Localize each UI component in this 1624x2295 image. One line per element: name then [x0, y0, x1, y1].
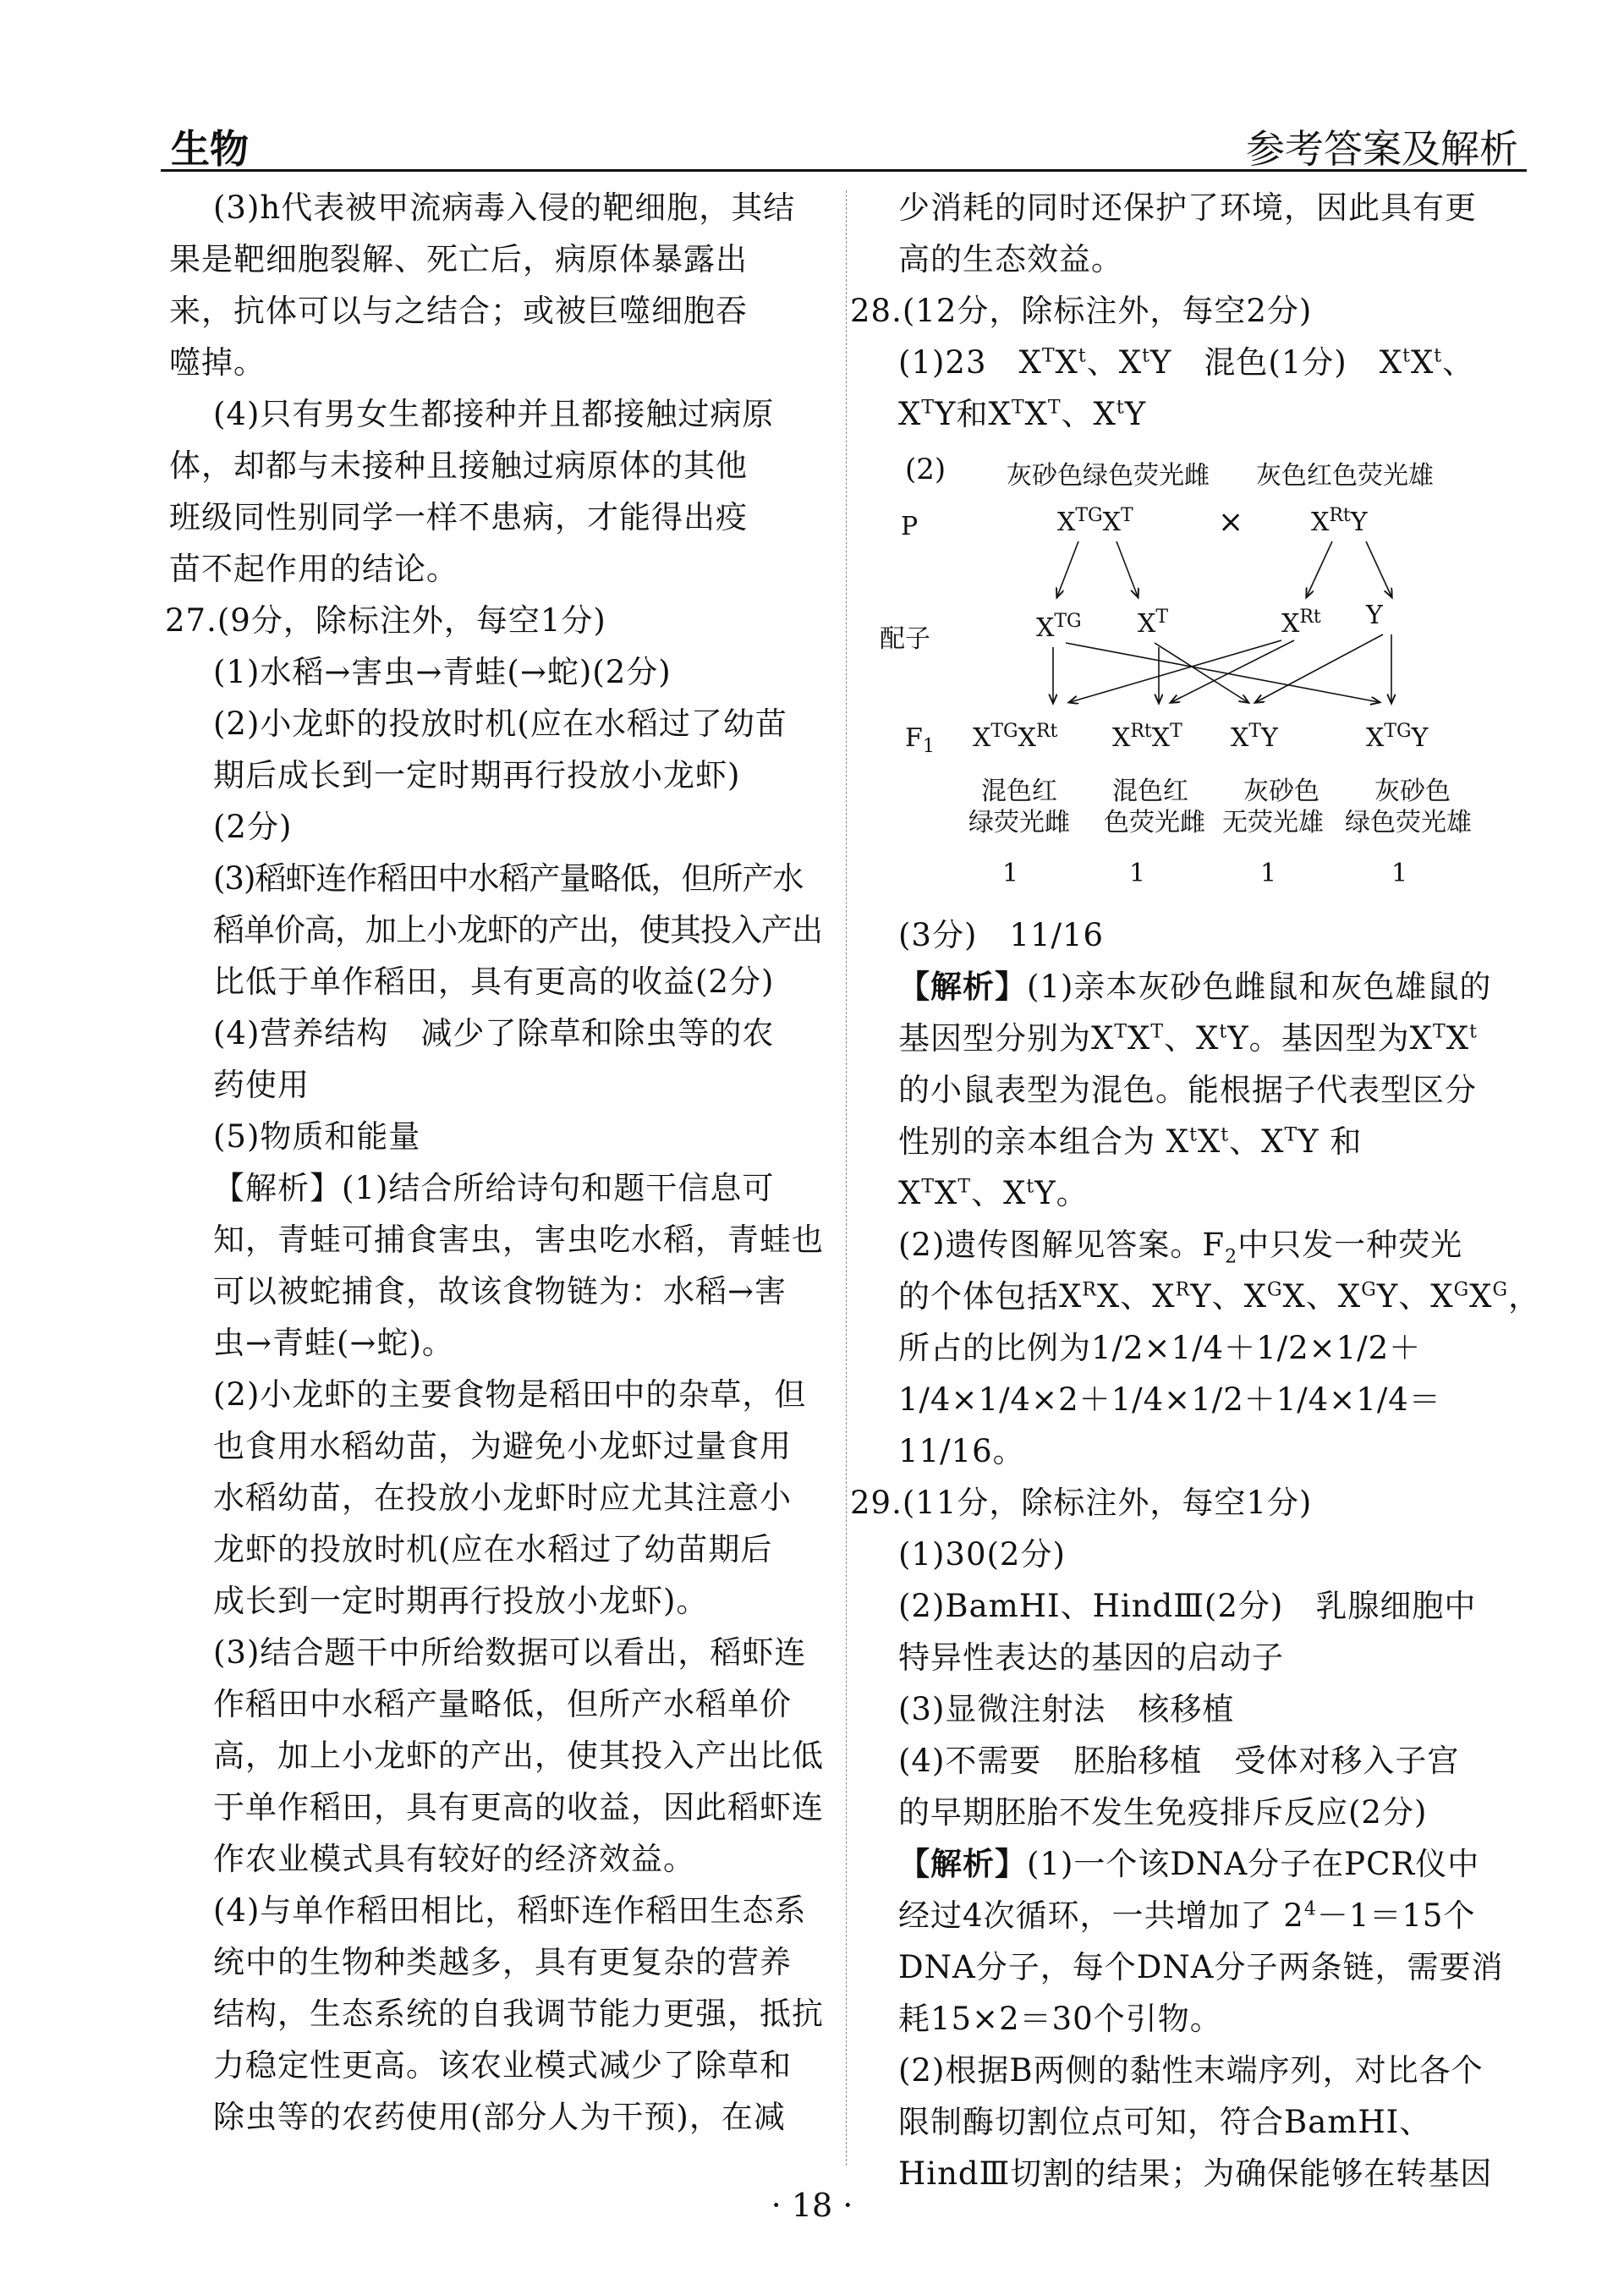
q28-jiexi-10: 11/16。: [898, 1433, 1025, 1469]
question-29-heading: 29.(11分，除标注外，每空1分): [850, 1485, 1313, 1521]
cross-symbol: ×: [1218, 505, 1244, 540]
gamete-y: Y: [1366, 601, 1383, 630]
text-line: (3)h代表被甲流病毒入侵的靶细胞，其结: [213, 189, 796, 226]
f1-phenotype-4b: 绿色荧光雄: [1345, 808, 1472, 837]
text-line: 除虫等的农药使用(部分人为干预)，在减: [213, 2099, 786, 2135]
text-line: 结构，生态系统的自我调节能力更强，抵抗: [213, 1996, 824, 2032]
question-27-heading: 27.(9分，除标注外，每空1分): [165, 602, 606, 639]
text-line: (1)水稻→害虫→青蛙(→蛇)(2分): [213, 654, 672, 690]
text-line: 特异性表达的基因的启动子: [898, 1639, 1284, 1676]
diagram-label-2: (2): [905, 453, 946, 486]
header-title: 参考答案及解析: [1246, 126, 1518, 172]
text-line: 高，加上小龙虾的产出，使其投入产出比低: [213, 1738, 824, 1774]
f1-ratio-3: 1: [1260, 859, 1277, 888]
text-line: (4)只有男女生都接种并且都接触过病原: [213, 396, 775, 432]
female-parent-phenotype: 灰砂色绿色荧光雌: [1007, 461, 1210, 491]
arrow-xt-to-f1-3: [1155, 643, 1248, 702]
gamete-xt: $X^T$: [1138, 607, 1169, 639]
q28-jiexi-1: 【解析】(1)亲本灰砂色雌鼠和灰色雄鼠的: [898, 968, 1492, 1005]
arrow-female-to-xt: [1116, 541, 1138, 596]
text-line: (2)小龙虾的投放时机(应在水稻过了幼苗: [213, 706, 787, 742]
female-parent-genotype: $X^{TG}X^T$: [1057, 505, 1133, 537]
text-line: 班级同性别同学一样不患病，才能得出疫: [169, 499, 748, 535]
column-divider: [846, 190, 847, 2166]
text-line: (4)营养结构 减少了除草和除虫等的农: [213, 1015, 775, 1051]
gamete-xtg: $X^{TG}$: [1036, 611, 1082, 643]
text-line: 果是靶细胞裂解、死亡后，病原体暴露出: [169, 241, 748, 277]
f1-ratio-1: 1: [1002, 859, 1019, 888]
text-line: 噬掉。: [169, 344, 266, 381]
text-line: (3)结合题干中所给数据可以看出，稻虾连: [213, 1634, 807, 1671]
text-line: (2)BamHⅠ、HindⅢ(2分) 乳腺细胞中: [898, 1588, 1477, 1624]
f1-label: $F_1$: [905, 723, 935, 757]
text-line: 可以被蛇捕食，故该食物链为：水稻→害: [213, 1273, 787, 1309]
f1-ratio-4: 1: [1391, 859, 1408, 888]
male-parent-phenotype: 灰色红色荧光雄: [1256, 461, 1434, 491]
arrow-male-to-xrt: [1307, 541, 1332, 596]
parent-generation-label: P: [901, 512, 919, 541]
f1-phenotype-1a: 混色红: [981, 777, 1057, 806]
f1-phenotype-2a: 混色红: [1112, 777, 1188, 806]
text-line: 也食用水稻幼苗，为避免小龙虾过量食用: [213, 1428, 792, 1464]
q28-jiexi-4: 性别的亲本组合为 $X^tX^t$、$X^TY$ 和: [898, 1123, 1363, 1160]
text-line: 作农业模式具有较好的经济效益。: [213, 1841, 695, 1877]
header-subject: 生物: [171, 126, 249, 172]
q28-score-line: (3分) 11/16: [898, 917, 1105, 953]
text-line: (4)与单作稻田相比，稻虾连作稻田生态系: [213, 1892, 807, 1929]
q28-answer-1-cont: $X^TY$和$X^TX^T$、$X^tY$: [898, 396, 1147, 432]
text-line: (4)不需要 胚胎移植 受体对移入子宫: [898, 1743, 1460, 1779]
q28-jiexi-7: 的个体包括$X^RX$、$X^RY$、$X^GX$、$X^GY$、$X^GX^G$，: [898, 1278, 1541, 1315]
q28-jiexi-2: 基因型分别为$X^TX^T$、$X^tY$。基因型为$X^TX^t$: [898, 1020, 1478, 1057]
text-line: 力稳定性更高。该农业模式减少了除草和: [213, 2047, 792, 2084]
text-line: 来，抗体可以与之结合；或被巨噬细胞吞: [169, 293, 748, 329]
f1-ratio-2: 1: [1129, 859, 1146, 888]
text-line: (2分): [213, 809, 293, 845]
q29-jiexi-6: 限制酶切割位点可知，符合BamHⅠ、: [898, 2104, 1432, 2140]
genetics-cross-diagram: [880, 444, 1506, 909]
text-line: 少消耗的同时还保护了环境，因此具有更: [898, 189, 1477, 226]
text-line: 的早期胚胎不发生免疫排斥反应(2分): [898, 1794, 1428, 1831]
q29-jiexi-4: 耗15×2＝30个引物。: [898, 2001, 1222, 2037]
text-line: 药使用: [213, 1067, 310, 1103]
q28-answer-1: (1)23 $X^TX^t$、$X^tY$ 混色(1分) $X^tX^t$、: [898, 344, 1475, 381]
f1-genotype-2: $X^{Rt}X^T$: [1112, 721, 1182, 753]
male-parent-genotype: $X^{Rt}Y$: [1311, 505, 1368, 537]
q29-jiexi-7: HindⅢ切割的结果；为确保能够在转基因: [898, 2155, 1493, 2192]
gamete-xrt: $X^{Rt}$: [1281, 607, 1321, 639]
q29-jiexi-3: DNA分子，每个DNA分子两条链，需要消: [898, 1949, 1504, 1985]
text-line: 于单作稻田，具有更高的收益，因此稻虾连: [213, 1789, 824, 1826]
text-line: 苗不起作用的结论。: [169, 551, 458, 587]
arrow-female-to-xtg: [1057, 541, 1078, 596]
arrow-xtg-to-f1-4: [1066, 643, 1379, 702]
text-line: 期后成长到一定时期再行投放小龙虾): [213, 757, 741, 793]
q29-jiexi-2: 经过4次循环，一共增加了 $2^4-1=15$个: [898, 1897, 1476, 1934]
q28-jiexi-3: 的小鼠表型为混色。能根据子代表型区分: [898, 1072, 1477, 1108]
f1-genotype-1: $X^{TG}X^{Rt}$: [973, 721, 1058, 753]
q29-jiexi-5: (2)根据B两侧的黏性末端序列，对比各个: [898, 2052, 1484, 2089]
f1-genotype-4: $X^{TG}Y$: [1366, 721, 1429, 753]
q28-jiexi-9: 1/4×1/4×2＋1/4×1/2＋1/4×1/4＝: [898, 1381, 1441, 1418]
q29-jiexi-1: 【解析】(1)一个该DNA分子在PCR仪中: [898, 1845, 1480, 1882]
f1-phenotype-3a: 灰砂色: [1243, 777, 1320, 806]
page-header: [161, 118, 1527, 172]
text-line: 高的生态效益。: [898, 241, 1123, 277]
f1-phenotype-1b: 绿荧光雌: [968, 808, 1070, 837]
arrow-male-to-y: [1366, 541, 1391, 596]
text-line: (3)显微注射法 核移植: [898, 1691, 1235, 1727]
q28-jiexi-8: 所占的比例为1/2×1/4＋1/2×1/2＋: [898, 1330, 1422, 1366]
cross-arrows: [930, 444, 1506, 909]
text-line: 体，却都与未接种且接触过病原体的其他: [169, 447, 748, 484]
gamete-label: 配子: [880, 624, 930, 654]
q28-jiexi-5: $X^TX^T$、$X^tY$。: [898, 1175, 1089, 1211]
text-line: (1)30(2分): [898, 1536, 1066, 1573]
text-line: 稻单价高，加上小龙虾的产出，使其投入产出: [213, 912, 822, 948]
text-line: (5)物质和能量: [213, 1118, 421, 1155]
text-line: 龙虾的投放时机(应在水稻过了幼苗期后: [213, 1531, 773, 1568]
text-line: 虫→青蛙(→蛇)。: [213, 1325, 454, 1361]
text-line: 【解析】(1)结合所给诗句和题干信息可: [213, 1170, 775, 1206]
text-line: (2)小龙虾的主要食物是稻田中的杂草，但: [213, 1376, 807, 1413]
f1-genotype-3: $X^TY$: [1231, 721, 1278, 753]
text-line: 成长到一定时期再行投放小龙虾)。: [213, 1583, 709, 1619]
page-number: · 18 ·: [771, 2187, 853, 2224]
q28-jiexi-6: (2)遗传图解见答案。$F_2$中只发一种荧光: [898, 1227, 1463, 1268]
text-line: 水稻幼苗，在投放小龙虾时应尤其注意小: [213, 1480, 792, 1516]
f1-phenotype-3b: 无荧光雄: [1222, 808, 1324, 837]
text-line: (3)稻虾连作稻田中水稻产量略低，但所产水: [213, 860, 804, 897]
question-28-heading: 28.(12分，除标注外，每空2分): [850, 293, 1313, 329]
text-line: 知，青蛙可捕食害虫，害虫吃水稻，青蛙也: [213, 1222, 824, 1258]
text-line: 比低于单作稻田，具有更高的收益(2分): [213, 964, 775, 1000]
text-line: 作稻田中水稻产量略低，但所产水稻单价: [213, 1686, 792, 1722]
header-rule: [161, 169, 1527, 172]
arrow-y-to-f1-3: [1256, 634, 1383, 702]
text-line: 统中的生物种类越多，具有更复杂的营养: [213, 1944, 792, 1980]
f1-phenotype-4a: 灰砂色: [1374, 777, 1451, 806]
f1-phenotype-2b: 色荧光雌: [1104, 808, 1205, 837]
